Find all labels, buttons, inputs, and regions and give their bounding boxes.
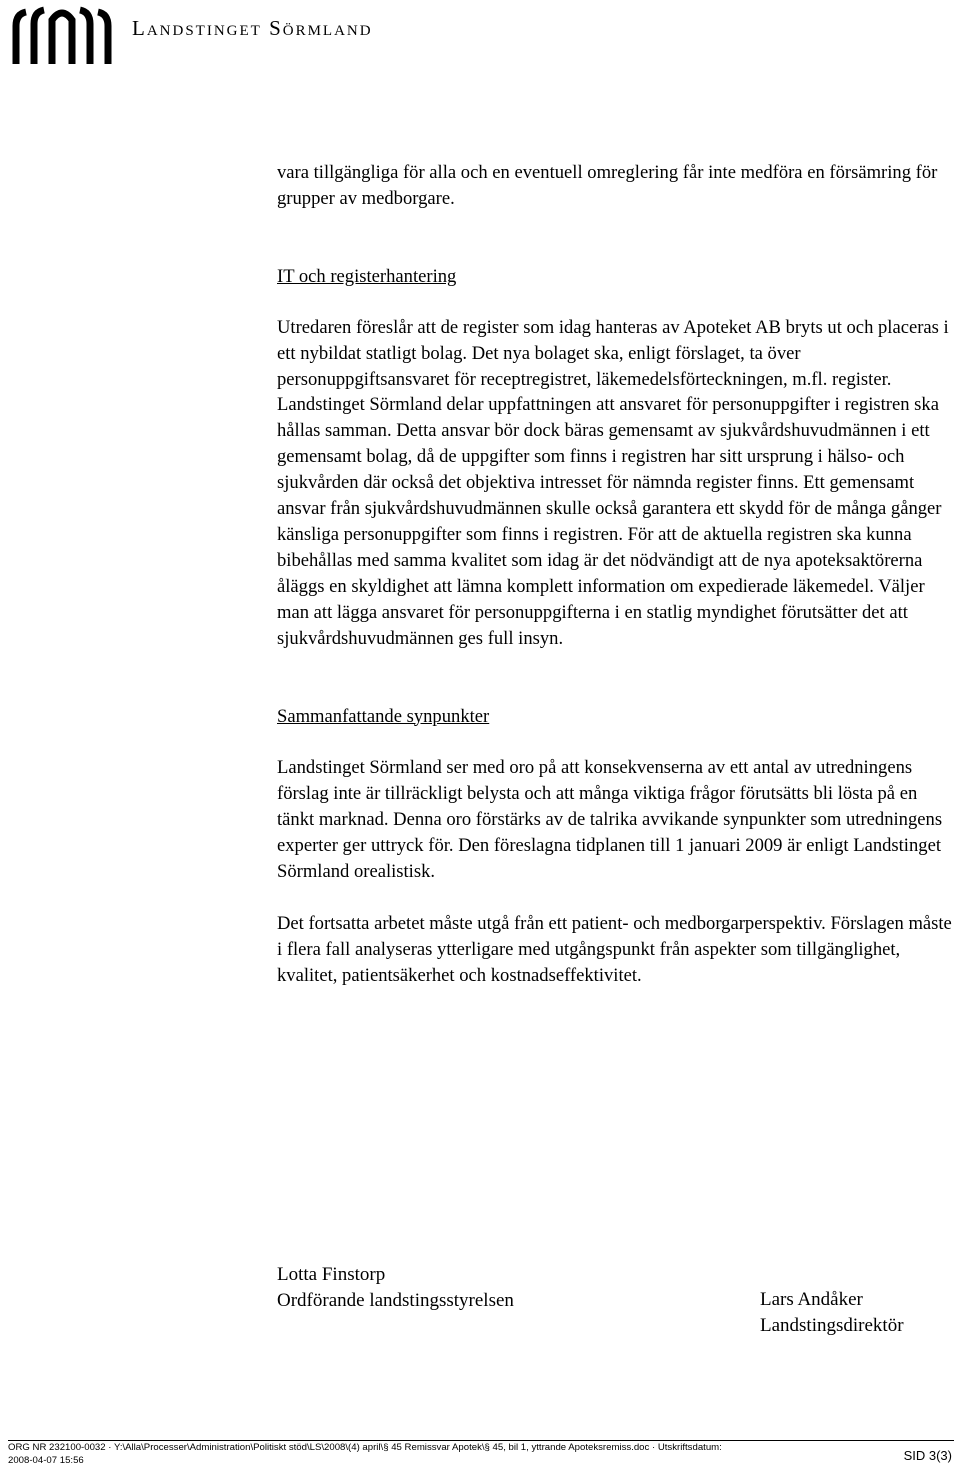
summary-paragraph-2: Det fortsatta arbetet måste utgå från ett patient- och medborgarperspektiv. Förslagen måste i flera fall analyseras ytterligare med utgångspunkt från aspekter som tillgänglighet, kvalitet, patientsäkerhet och kostnadseffektivitet. [277,912,952,986]
section-heading-summary: Sammanfattande synpunkter [277,705,490,727]
summary-paragraph-1: Landstinget Sörmland ser med oro på att konsekvenserna av ett antal av utredningens förslag inte är tillräckligt belysta och att många viktiga frågor förutsätts bli lösta på en tänkt marknad. Denna oro förstärks av de talrika avvikande synpunkter som utredningens experter ger uttryck för. Den föreslagna tidplanen till 1 januari 2009 är enligt Landstinget Sörmland orealistisk. [277,757,943,883]
footer-divider [8,1440,954,1441]
footer-print-date: 2008-04-07 15:56 [8,1454,84,1466]
organization-name: Landstinget Sörmland [132,16,373,40]
signatory-name: Lotta Finstorp [277,1264,386,1285]
signatory-title: Ordförande landstingsstyrelsen [277,1289,514,1311]
footer-file-info [8,1442,878,1467]
page-number: SID 3(3) [903,1448,952,1463]
letter-body [277,160,952,989]
it-paragraph: Utredaren föreslår att de register som idag hanteras av Apoteket AB bryts ut och placeras i ett nybildat statligt bolag. Det nya bolaget ska, enligt förslaget, ta över personuppgiftsansvaret för receptregistret, läkemedelsförteckningen, m.fl. register. Landstinget Sörmland delar uppfattningen att ansvaret för personuppgifter i registren ska hållas samman. Detta ansvar bör dock bäras gemensamt av sjukvårdshuvudmännen i ett gemensamt bolag, då de uppgifter som finns i registren har sitt ursprung i hälso- och sjukvården där också det objektiva intresset för nämnda register finns. Ett gemensamt ansvar från sjukvårdshuvudmännen skulle också garantera ett skydd för de många gånger känsliga personuppgifter som finns i registren. För att de aktuella registren ska kunna bibehållas med samma kvalitet som idag är det nödvändigt att de nya apoteksaktörerna åläggs en skyldighet att lämna komplett information om expedierade läkemedel. Väljer man att lägga ansvaret för personuppgifterna i en statlig myndighet förutsätter det att sjukvårdshuvudmännen ges full insyn. [277,316,949,649]
signature-left [277,1262,514,1313]
signatory-title: Landstingsdirektör [760,1315,904,1336]
crown-logo [8,4,116,68]
signature-right [760,1287,904,1339]
footer-path: ORG NR 232100-0032 · Y:\Alla\Processer\Administration\Politiskt stöd\LS\2008\(4) april\§ 45 Remissvar Apotek\§ 45, bil 1, yttrande Apoteksremiss.doc · Utskriftsdatum: [8,1442,722,1453]
signatory-name: Lars Andåker [760,1289,863,1310]
section-heading-it: IT och registerhantering [277,265,457,287]
intro-paragraph: vara tillgängliga för alla och en eventuell omreglering får inte medföra en försämring för grupper av medborgare. [277,162,938,209]
